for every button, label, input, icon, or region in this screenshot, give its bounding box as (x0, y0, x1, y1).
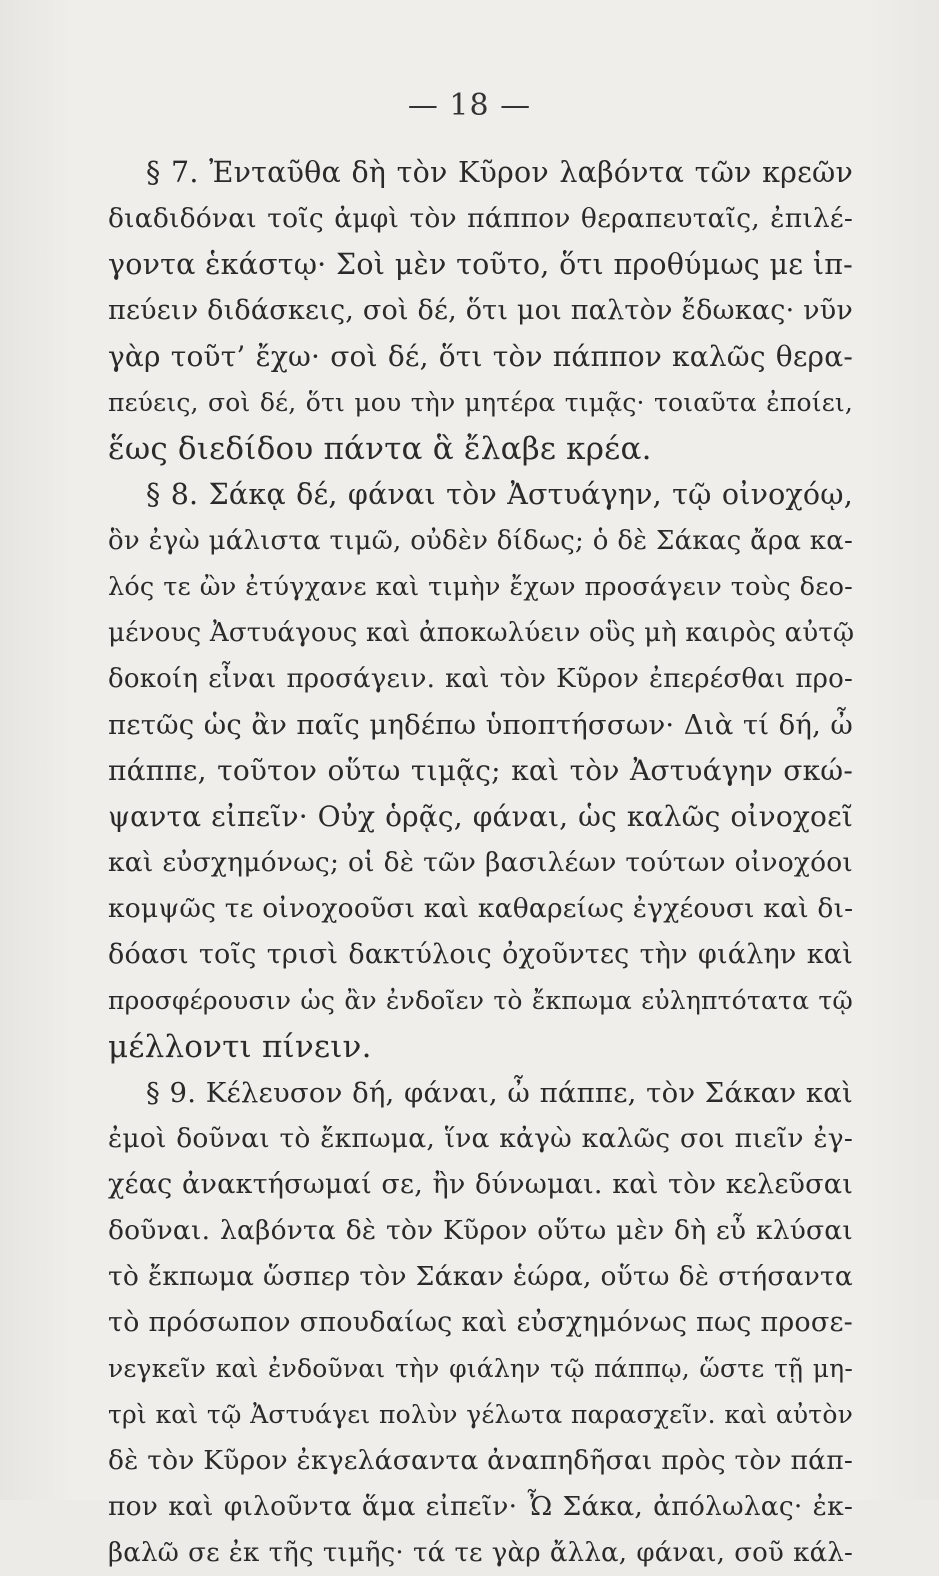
text-line: γὰρ τοῦτ’ ἔχω· σοὶ δέ, ὅτι τὸν πάππον καλῶς θερα- (108, 340, 853, 373)
text-line: τὸ πρόσωπον σπουδαίως καὶ εὐσχημόνως πως προσε- (108, 1307, 853, 1338)
text-line: λός τε ὢν ἐτύγχανε καὶ τιμὴν ἔχων προσάγειν τοὺς δεο- (108, 572, 853, 602)
text-line: βαλῶ σε ἐκ τῆς τιμῆς· τά τε γὰρ ἄλλα, φάναι, σοῦ κάλ- (108, 1538, 853, 1568)
text-line: πετῶς ὡς ἂν παῖς μηδέπω ὑποπτήσσων· Διὰ τί δή, ὦ (108, 709, 853, 741)
text-line: προσφέρουσιν ὡς ἂν ἐνδοῖεν τὸ ἔκπωμα εὐληπτότατα τῷ (108, 986, 853, 1015)
paragraph-start-line: § 8. Σάκᾳ δέ, φάναι τὸν Ἀστυάγην, τῷ οἰνοχόῳ, (146, 478, 853, 511)
text-line: πάππε, τοῦτον οὕτω τιμᾷς; καὶ τὸν Ἀστυάγην σκώ- (108, 754, 853, 787)
paragraph-start-line: § 7. Ἐνταῦθα δὴ τὸν Κῦρον λαβόντα τῶν κρεῶν (146, 156, 853, 189)
text-line: καὶ εὐσχημόνως; οἱ δὲ τῶν βασιλέων τούτων οἰνοχόοι (108, 847, 853, 878)
text-line: ἐμοὶ δοῦναι τὸ ἔκπωμα, ἵνα κἀγὼ καλῶς σοι πιεῖν ἐγ- (108, 1123, 853, 1154)
text-line: μένους Ἀστυάγους καὶ ἀποκωλύειν οὓς μὴ καιρὸς αὐτῷ (108, 618, 855, 648)
text-line: τὸ ἔκπωμα ὥσπερ τὸν Σάκαν ἑώρα, οὕτω δὲ στήσαντα (108, 1261, 853, 1292)
body-text (108, 150, 853, 1576)
text-line: ὃν ἐγὼ μάλιστα τιμῶ, οὐδὲν δίδως; ὁ δὲ Σάκας ἄρα κα- (108, 526, 853, 556)
paragraph-start-line: § 9. Κέλευσον δή, φάναι, ὦ πάππε, τὸν Σάκαν καὶ (146, 1077, 853, 1109)
text-line: πον καὶ φιλοῦντα ἅμα εἰπεῖν· Ὦ Σάκα, ἀπόλωλας· ἐκ- (108, 1491, 853, 1522)
text-line: γοντα ἑκάστῳ· Σοὶ μὲν τοῦτο, ὅτι προθύμως με ἱπ- (108, 248, 853, 281)
text-line: δοκοίη εἶναι προσάγειν. καὶ τὸν Κῦρον ἐπερέσθαι προ- (108, 664, 853, 694)
text-line: νεγκεῖν καὶ ἐνδοῦναι τὴν φιάλην τῷ πάππῳ, ὥστε τῇ μη- (108, 1354, 853, 1383)
text-line: ψαντα εἰπεῖν· Οὐχ ὁρᾷς, φάναι, ὡς καλῶς οἰνοχοεῖ (108, 800, 853, 833)
text-line: διαδιδόναι τοῖς ἀμφὶ τὸν πάππον θεραπευταῖς, ἐπιλέ- (108, 203, 853, 234)
text-line: πεύεις, σοὶ δέ, ὅτι μου τὴν μητέρα τιμᾷς· τοιαῦτα ἐποίει, (108, 388, 853, 417)
text-line: κομψῶς τε οἰνοχοοῦσι καὶ καθαρείως ἐγχέουσι καὶ δι- (108, 893, 854, 924)
text-line: ἕως διεδίδου πάντα ἃ ἔλαβε κρέα. (108, 431, 652, 467)
text-line: χέας ἀνακτήσωμαί σε, ἢν δύνωμαι. καὶ τὸν κελεῦσαι (108, 1169, 853, 1200)
text-line: δὲ τὸν Κῦρον ἐκγελάσαντα ἀναπηδῆσαι πρὸς τὸν πάπ- (108, 1445, 853, 1476)
text-line: δόασι τοῖς τρισὶ δακτύλοις ὀχοῦντες τὴν φιάλην καὶ (108, 939, 853, 970)
page-number: — 18 — (407, 88, 532, 123)
text-line: δοῦναι. λαβόντα δὲ τὸν Κῦρον οὕτω μὲν δὴ εὖ κλύσαι (108, 1215, 853, 1246)
text-line: τρὶ καὶ τῷ Ἀστυάγει πολὺν γέλωτα παρασχεῖν. καὶ αὐτὸν (108, 1400, 853, 1429)
text-line: μέλλοντι πίνειν. (108, 1029, 372, 1065)
text-line: πεύειν διδάσκεις, σοὶ δέ, ὅτι μοι παλτὸν ἔδωκας· νῦν (108, 295, 853, 326)
